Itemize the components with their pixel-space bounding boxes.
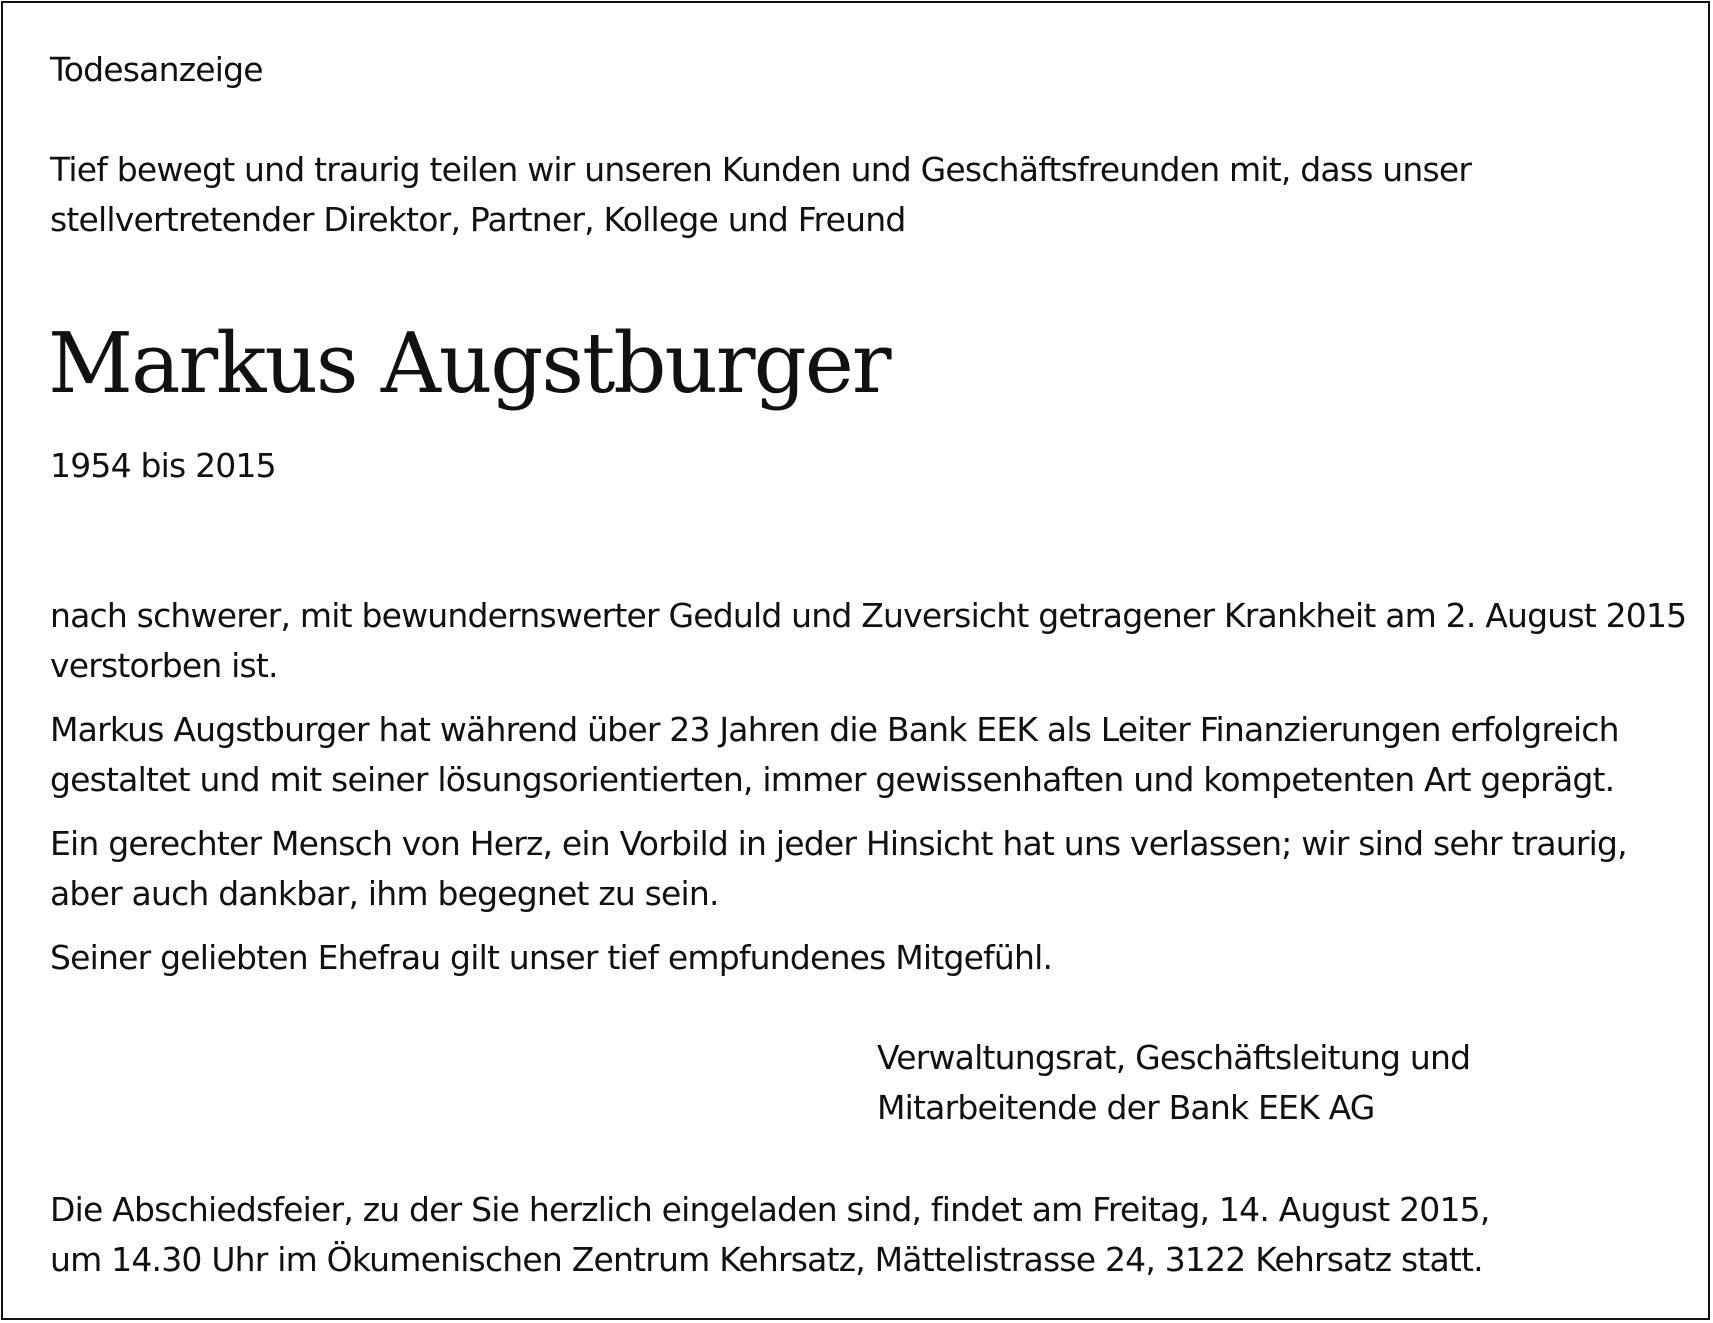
paragraph-1-line-2: verstorben ist. — [50, 646, 278, 685]
notice-label: Todesanzeige — [50, 50, 263, 89]
service-line-2: um 14.30 Uhr im Ökumenischen Zentrum Kehrsatz, Mättelistrasse 24, 3122 Kehrsatz statt. — [50, 1240, 1483, 1279]
signature-line-2: Mitarbeitende der Bank EEK AG — [877, 1088, 1375, 1127]
paragraph-1-line-1: nach schwerer, mit bewundernswerter Geduld und Zuversicht getragener Krankheit am 2. August 2015 — [50, 596, 1687, 635]
signature-line-1: Verwaltungsrat, Geschäftsleitung und — [877, 1038, 1471, 1077]
intro-line-1: Tief bewegt und traurig teilen wir unseren Kunden und Geschäftsfreunden mit, dass unser — [50, 150, 1472, 189]
paragraph-2-line-2: gestaltet und mit seiner lösungsorientierten, immer gewissenhaften und kompetenten Art geprägt. — [50, 760, 1615, 799]
life-years: 1954 bis 2015 — [50, 446, 276, 485]
intro-line-2: stellvertretender Direktor, Partner, Kollege und Freund — [50, 200, 906, 239]
service-line-1: Die Abschiedsfeier, zu der Sie herzlich eingeladen sind, findet am Freitag, 14. August 2015, — [50, 1190, 1490, 1229]
paragraph-3-line-1: Ein gerechter Mensch von Herz, ein Vorbild in jeder Hinsicht hat uns verlassen; wir sind sehr traurig, — [50, 824, 1627, 863]
paragraph-4-line-1: Seiner geliebten Ehefrau gilt unser tief empfundenes Mitgefühl. — [50, 938, 1053, 977]
paragraph-3-line-2: aber auch dankbar, ihm begegnet zu sein. — [50, 874, 719, 913]
deceased-name: Markus Augstburger — [48, 315, 890, 412]
paragraph-2-line-1: Markus Augstburger hat während über 23 Jahren die Bank EEK als Leiter Finanzierungen erfolgreich — [50, 710, 1619, 749]
